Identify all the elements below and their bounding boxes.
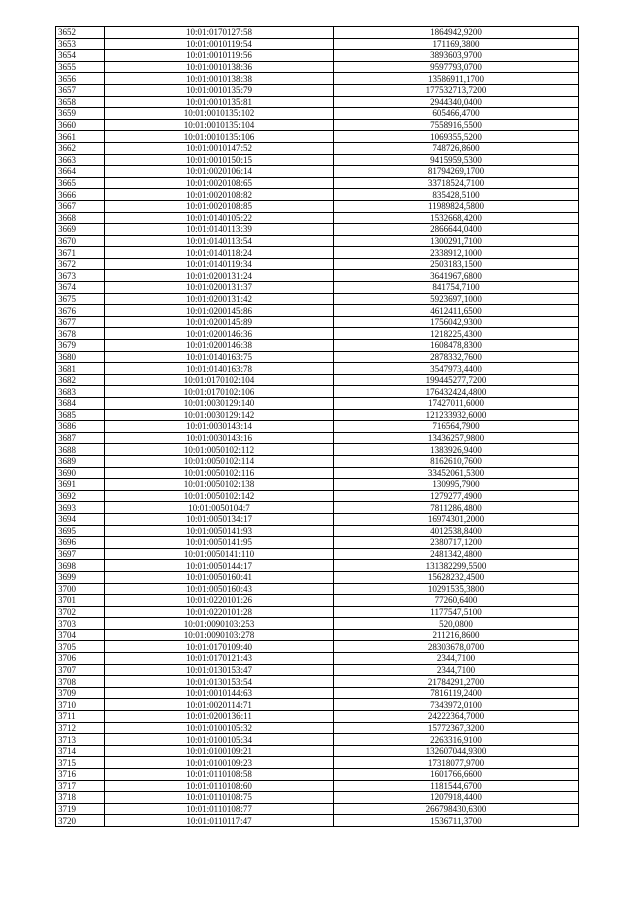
value-cell: 28303678,0700 — [334, 641, 579, 653]
value-cell: 835428,5100 — [334, 189, 579, 201]
cadastral-number-cell: 10:01:0170109:40 — [105, 641, 334, 653]
row-number-cell: 3661 — [56, 131, 105, 143]
row-number-cell: 3704 — [56, 629, 105, 641]
table-row — [56, 722, 579, 734]
table-row — [56, 769, 579, 781]
value-cell: 132607044,9300 — [334, 745, 579, 757]
row-number-cell: 3693 — [56, 502, 105, 514]
table-row — [56, 258, 579, 270]
cadastral-number-cell: 10:01:0050102:116 — [105, 467, 334, 479]
cadastral-number-cell: 10:01:0010135:102 — [105, 108, 334, 120]
value-cell: 13436257,9800 — [334, 432, 579, 444]
table-row — [56, 432, 579, 444]
value-cell: 841754,7100 — [334, 282, 579, 294]
table-row — [56, 525, 579, 537]
cadastral-number-cell: 10:01:0010135:104 — [105, 119, 334, 131]
cadastral-number-cell: 10:01:0220101:28 — [105, 606, 334, 618]
cadastral-number-cell: 10:01:0030143:14 — [105, 421, 334, 433]
table-row — [56, 513, 579, 525]
value-cell: 3893603,9700 — [334, 50, 579, 62]
table-row — [56, 653, 579, 665]
cadastral-number-cell: 10:01:0010138:36 — [105, 61, 334, 73]
value-cell: 7811286,4800 — [334, 502, 579, 514]
row-number-cell: 3688 — [56, 444, 105, 456]
cadastral-number-cell: 10:01:0200146:36 — [105, 328, 334, 340]
value-cell: 21784291,2700 — [334, 676, 579, 688]
row-number-cell: 3684 — [56, 398, 105, 410]
cadastral-number-cell: 10:01:0010119:54 — [105, 38, 334, 50]
cadastral-number-cell: 10:01:0200131:42 — [105, 293, 334, 305]
cadastral-number-cell: 10:01:0200145:89 — [105, 316, 334, 328]
cadastral-number-cell: 10:01:0020106:14 — [105, 166, 334, 178]
table-row — [56, 177, 579, 189]
row-number-cell: 3664 — [56, 166, 105, 178]
row-number-cell: 3672 — [56, 258, 105, 270]
table-row — [56, 571, 579, 583]
cadastral-number-cell: 10:01:0020114:71 — [105, 699, 334, 711]
row-number-cell: 3700 — [56, 583, 105, 595]
cadastral-number-cell: 10:01:0010119:56 — [105, 50, 334, 62]
cadastral-number-cell: 10:01:0200131:24 — [105, 270, 334, 282]
row-number-cell: 3719 — [56, 803, 105, 815]
table-row — [56, 200, 579, 212]
value-cell: 1177547,5100 — [334, 606, 579, 618]
table-row — [56, 548, 579, 560]
row-number-cell: 3681 — [56, 363, 105, 375]
row-number-cell: 3697 — [56, 548, 105, 560]
cadastral-number-cell: 10:01:0050102:114 — [105, 455, 334, 467]
table-row — [56, 409, 579, 421]
row-number-cell: 3685 — [56, 409, 105, 421]
row-number-cell: 3678 — [56, 328, 105, 340]
table-row — [56, 745, 579, 757]
table-row — [56, 676, 579, 688]
value-cell: 130995,7900 — [334, 479, 579, 491]
cadastral-number-cell: 10:01:0140105:22 — [105, 212, 334, 224]
cadastral-number-cell: 10:01:0170127:58 — [105, 27, 334, 39]
row-number-cell: 3717 — [56, 780, 105, 792]
row-number-cell: 3709 — [56, 687, 105, 699]
table-row — [56, 166, 579, 178]
cadastral-number-cell: 10:01:0010138:38 — [105, 73, 334, 85]
table-row — [56, 340, 579, 352]
value-cell: 171169,3800 — [334, 38, 579, 50]
row-number-cell: 3660 — [56, 119, 105, 131]
cadastral-number-cell: 10:01:0200145:86 — [105, 305, 334, 317]
table-row — [56, 780, 579, 792]
table-row — [56, 467, 579, 479]
row-number-cell: 3720 — [56, 815, 105, 827]
table-row — [56, 421, 579, 433]
value-cell: 13586911,1700 — [334, 73, 579, 85]
data-table — [55, 26, 579, 827]
value-cell: 10291535,3800 — [334, 583, 579, 595]
value-cell: 3547973,4400 — [334, 363, 579, 375]
row-number-cell: 3673 — [56, 270, 105, 282]
row-number-cell: 3689 — [56, 455, 105, 467]
value-cell: 748726,8600 — [334, 142, 579, 154]
value-cell: 33452061,5300 — [334, 467, 579, 479]
table-row — [56, 803, 579, 815]
row-number-cell: 3701 — [56, 595, 105, 607]
value-cell: 1181544,6700 — [334, 780, 579, 792]
row-number-cell: 3714 — [56, 745, 105, 757]
table-row — [56, 641, 579, 653]
row-number-cell: 3679 — [56, 340, 105, 352]
row-number-cell: 3654 — [56, 50, 105, 62]
row-number-cell: 3706 — [56, 653, 105, 665]
table-row — [56, 699, 579, 711]
row-number-cell: 3705 — [56, 641, 105, 653]
value-cell: 1300291,7100 — [334, 235, 579, 247]
value-cell: 9597793,0700 — [334, 61, 579, 73]
table-row — [56, 282, 579, 294]
row-number-cell: 3658 — [56, 96, 105, 108]
table-row — [56, 84, 579, 96]
table-row — [56, 606, 579, 618]
cadastral-number-cell: 10:01:0030129:142 — [105, 409, 334, 421]
row-number-cell: 3668 — [56, 212, 105, 224]
table-row — [56, 629, 579, 641]
value-cell: 1383926,9400 — [334, 444, 579, 456]
value-cell: 81794269,1700 — [334, 166, 579, 178]
cadastral-number-cell: 10:01:0050141:93 — [105, 525, 334, 537]
row-number-cell: 3657 — [56, 84, 105, 96]
value-cell: 17318077,9700 — [334, 757, 579, 769]
table-row — [56, 664, 579, 676]
value-cell: 1218225,4300 — [334, 328, 579, 340]
row-number-cell: 3662 — [56, 142, 105, 154]
cadastral-number-cell: 10:01:0170121:43 — [105, 653, 334, 665]
value-cell: 33718524,7100 — [334, 177, 579, 189]
cadastral-number-cell: 10:01:0140113:39 — [105, 224, 334, 236]
table-row — [56, 560, 579, 572]
row-number-cell: 3695 — [56, 525, 105, 537]
cadastral-number-cell: 10:01:0110117:47 — [105, 815, 334, 827]
cadastral-number-cell: 10:01:0010147:52 — [105, 142, 334, 154]
table-body — [56, 27, 579, 827]
table-row — [56, 305, 579, 317]
cadastral-number-cell: 10:01:0090103:253 — [105, 618, 334, 630]
cadastral-number-cell: 10:01:0200131:37 — [105, 282, 334, 294]
value-cell: 4612411,6500 — [334, 305, 579, 317]
table-row — [56, 154, 579, 166]
table-row — [56, 27, 579, 39]
row-number-cell: 3683 — [56, 386, 105, 398]
row-number-cell: 3712 — [56, 722, 105, 734]
table-row — [56, 73, 579, 85]
cadastral-number-cell: 10:01:0140119:34 — [105, 258, 334, 270]
row-number-cell: 3692 — [56, 490, 105, 502]
table-row — [56, 131, 579, 143]
value-cell: 2878332,7600 — [334, 351, 579, 363]
cadastral-number-cell: 10:01:0100105:34 — [105, 734, 334, 746]
value-cell: 7558916,5500 — [334, 119, 579, 131]
row-number-cell: 3694 — [56, 513, 105, 525]
row-number-cell: 3671 — [56, 247, 105, 259]
value-cell: 520,0800 — [334, 618, 579, 630]
table-row — [56, 537, 579, 549]
row-number-cell: 3675 — [56, 293, 105, 305]
table-row — [56, 235, 579, 247]
table-row — [56, 119, 579, 131]
value-cell: 177532713,7200 — [334, 84, 579, 96]
row-number-cell: 3682 — [56, 374, 105, 386]
row-number-cell: 3674 — [56, 282, 105, 294]
table-row — [56, 328, 579, 340]
row-number-cell: 3669 — [56, 224, 105, 236]
table-row — [56, 351, 579, 363]
value-cell: 7343972,0100 — [334, 699, 579, 711]
row-number-cell: 3713 — [56, 734, 105, 746]
row-number-cell: 3698 — [56, 560, 105, 572]
cadastral-number-cell: 10:01:0010135:106 — [105, 131, 334, 143]
value-cell: 266798430,6300 — [334, 803, 579, 815]
row-number-cell: 3707 — [56, 664, 105, 676]
row-number-cell: 3699 — [56, 571, 105, 583]
value-cell: 11989824,5800 — [334, 200, 579, 212]
row-number-cell: 3676 — [56, 305, 105, 317]
cadastral-number-cell: 10:01:0140113:54 — [105, 235, 334, 247]
cadastral-number-cell: 10:01:0030143:16 — [105, 432, 334, 444]
value-cell: 1536711,3700 — [334, 815, 579, 827]
value-cell: 2380717,1200 — [334, 537, 579, 549]
table-row — [56, 61, 579, 73]
document-page — [55, 26, 575, 827]
value-cell: 5923697,1000 — [334, 293, 579, 305]
value-cell: 2338912,1000 — [334, 247, 579, 259]
row-number-cell: 3666 — [56, 189, 105, 201]
row-number-cell: 3653 — [56, 38, 105, 50]
row-number-cell: 3716 — [56, 769, 105, 781]
cadastral-number-cell: 10:01:0140163:75 — [105, 351, 334, 363]
table-row — [56, 189, 579, 201]
table-row — [56, 108, 579, 120]
table-row — [56, 595, 579, 607]
table-row — [56, 444, 579, 456]
cadastral-number-cell: 10:01:0130153:54 — [105, 676, 334, 688]
cadastral-number-cell: 10:01:0020108:85 — [105, 200, 334, 212]
table-row — [56, 50, 579, 62]
cadastral-number-cell: 10:01:0050104:7 — [105, 502, 334, 514]
value-cell: 1608478,8300 — [334, 340, 579, 352]
cadastral-number-cell: 10:01:0100109:23 — [105, 757, 334, 769]
row-number-cell: 3663 — [56, 154, 105, 166]
row-number-cell: 3656 — [56, 73, 105, 85]
row-number-cell: 3655 — [56, 61, 105, 73]
cadastral-number-cell: 10:01:0110108:75 — [105, 792, 334, 804]
value-cell: 211216,8600 — [334, 629, 579, 641]
cadastral-number-cell: 10:01:0010150:15 — [105, 154, 334, 166]
row-number-cell: 3718 — [56, 792, 105, 804]
table-row — [56, 247, 579, 259]
value-cell: 605466,4700 — [334, 108, 579, 120]
value-cell: 1756042,9300 — [334, 316, 579, 328]
value-cell: 1279277,4900 — [334, 490, 579, 502]
cadastral-number-cell: 10:01:0010144:63 — [105, 687, 334, 699]
value-cell: 2481342,4800 — [334, 548, 579, 560]
cadastral-number-cell: 10:01:0050160:41 — [105, 571, 334, 583]
cadastral-number-cell: 10:01:0050102:112 — [105, 444, 334, 456]
table-row — [56, 455, 579, 467]
table-row — [56, 293, 579, 305]
cadastral-number-cell: 10:01:0050141:110 — [105, 548, 334, 560]
cadastral-number-cell: 10:01:0050102:142 — [105, 490, 334, 502]
table-row — [56, 142, 579, 154]
cadastral-number-cell: 10:01:0050141:95 — [105, 537, 334, 549]
row-number-cell: 3680 — [56, 351, 105, 363]
table-row — [56, 734, 579, 746]
row-number-cell: 3708 — [56, 676, 105, 688]
value-cell: 2344,7100 — [334, 664, 579, 676]
cadastral-number-cell: 10:01:0140163:78 — [105, 363, 334, 375]
cadastral-number-cell: 10:01:0110108:77 — [105, 803, 334, 815]
row-number-cell: 3691 — [56, 479, 105, 491]
value-cell: 15772367,3200 — [334, 722, 579, 734]
value-cell: 3641967,6800 — [334, 270, 579, 282]
value-cell: 77260,6400 — [334, 595, 579, 607]
value-cell: 9415959,5300 — [334, 154, 579, 166]
table-row — [56, 212, 579, 224]
value-cell: 1532668,4200 — [334, 212, 579, 224]
value-cell: 2503183,1500 — [334, 258, 579, 270]
row-number-cell: 3710 — [56, 699, 105, 711]
row-number-cell: 3659 — [56, 108, 105, 120]
value-cell: 7816119,2400 — [334, 687, 579, 699]
row-number-cell: 3690 — [56, 467, 105, 479]
cadastral-number-cell: 10:01:0140118:24 — [105, 247, 334, 259]
cadastral-number-cell: 10:01:0100109:21 — [105, 745, 334, 757]
table-row — [56, 618, 579, 630]
value-cell: 121233932,6000 — [334, 409, 579, 421]
cadastral-number-cell: 10:01:0200136:11 — [105, 711, 334, 723]
cadastral-number-cell: 10:01:0020108:65 — [105, 177, 334, 189]
cadastral-number-cell: 10:01:0100105:32 — [105, 722, 334, 734]
value-cell: 131382299,5500 — [334, 560, 579, 572]
table-row — [56, 711, 579, 723]
row-number-cell: 3715 — [56, 757, 105, 769]
value-cell: 716564,7900 — [334, 421, 579, 433]
table-row — [56, 792, 579, 804]
row-number-cell: 3687 — [56, 432, 105, 444]
table-row — [56, 687, 579, 699]
cadastral-number-cell: 10:01:0020108:82 — [105, 189, 334, 201]
row-number-cell: 3665 — [56, 177, 105, 189]
cadastral-number-cell: 10:01:0050144:17 — [105, 560, 334, 572]
cadastral-number-cell: 10:01:0200146:38 — [105, 340, 334, 352]
value-cell: 17427011,6000 — [334, 398, 579, 410]
cadastral-number-cell: 10:01:0130153:47 — [105, 664, 334, 676]
table-row — [56, 363, 579, 375]
value-cell: 199445277,7200 — [334, 374, 579, 386]
row-number-cell: 3702 — [56, 606, 105, 618]
value-cell: 2263316,9100 — [334, 734, 579, 746]
table-row — [56, 38, 579, 50]
cadastral-number-cell: 10:01:0050134:17 — [105, 513, 334, 525]
value-cell: 24222364,7000 — [334, 711, 579, 723]
value-cell: 2944340,0400 — [334, 96, 579, 108]
value-cell: 1864942,9200 — [334, 27, 579, 39]
row-number-cell: 3696 — [56, 537, 105, 549]
cadastral-number-cell: 10:01:0050160:43 — [105, 583, 334, 595]
table-row — [56, 96, 579, 108]
table-row — [56, 386, 579, 398]
cadastral-number-cell: 10:01:0030129:140 — [105, 398, 334, 410]
table-row — [56, 374, 579, 386]
table-row — [56, 815, 579, 827]
table-row — [56, 316, 579, 328]
cadastral-number-cell: 10:01:0010135:81 — [105, 96, 334, 108]
value-cell: 8162610,7600 — [334, 455, 579, 467]
table-row — [56, 490, 579, 502]
value-cell: 176432424,4800 — [334, 386, 579, 398]
table-row — [56, 224, 579, 236]
value-cell: 2344,7100 — [334, 653, 579, 665]
row-number-cell: 3670 — [56, 235, 105, 247]
table-row — [56, 583, 579, 595]
row-number-cell: 3686 — [56, 421, 105, 433]
cadastral-number-cell: 10:01:0050102:138 — [105, 479, 334, 491]
cadastral-number-cell: 10:01:0110108:60 — [105, 780, 334, 792]
cadastral-number-cell: 10:01:0010135:79 — [105, 84, 334, 96]
value-cell: 2866644,0400 — [334, 224, 579, 236]
row-number-cell: 3703 — [56, 618, 105, 630]
cadastral-number-cell: 10:01:0170102:106 — [105, 386, 334, 398]
cadastral-number-cell: 10:01:0220101:26 — [105, 595, 334, 607]
value-cell: 4012538,8400 — [334, 525, 579, 537]
table-row — [56, 398, 579, 410]
row-number-cell: 3711 — [56, 711, 105, 723]
value-cell: 1069355,5200 — [334, 131, 579, 143]
table-row — [56, 757, 579, 769]
row-number-cell: 3652 — [56, 27, 105, 39]
cadastral-number-cell: 10:01:0170102:104 — [105, 374, 334, 386]
value-cell: 1207918,4400 — [334, 792, 579, 804]
row-number-cell: 3677 — [56, 316, 105, 328]
row-number-cell: 3667 — [56, 200, 105, 212]
value-cell: 15628232,4500 — [334, 571, 579, 583]
table-row — [56, 502, 579, 514]
table-row — [56, 479, 579, 491]
value-cell: 16974301,2000 — [334, 513, 579, 525]
value-cell: 1601766,6600 — [334, 769, 579, 781]
table-row — [56, 270, 579, 282]
cadastral-number-cell: 10:01:0090103:278 — [105, 629, 334, 641]
cadastral-number-cell: 10:01:0110108:58 — [105, 769, 334, 781]
